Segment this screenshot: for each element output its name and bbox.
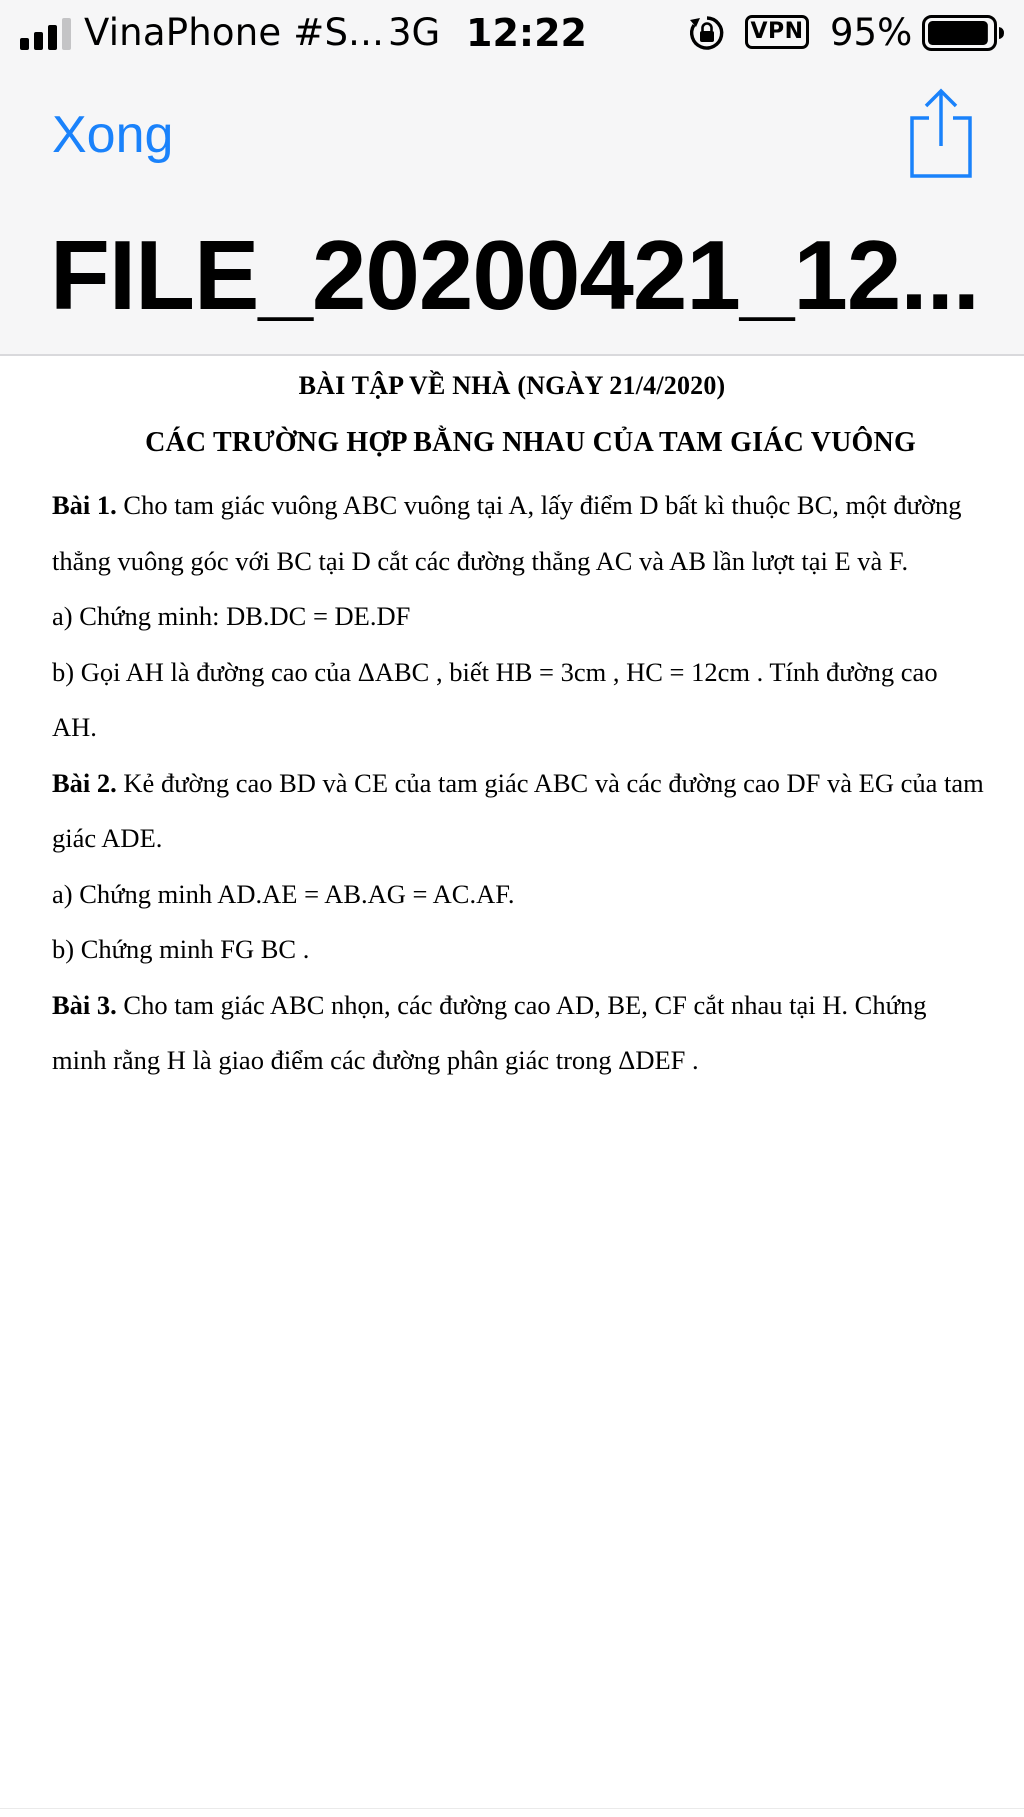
document-subtitle: CÁC TRƯỜNG HỢP BẰNG NHAU CỦA TAM GIÁC VUÔNG — [145, 427, 916, 458]
done-button[interactable]: Xong — [52, 106, 174, 164]
status-time: 12:22 — [466, 11, 587, 55]
problem-2 — [52, 756, 984, 867]
problem-1 — [52, 478, 984, 589]
problem-3 — [52, 978, 984, 1089]
battery-percent: 95% — [830, 11, 913, 54]
document-body — [52, 478, 984, 1089]
problem-2-text: Kẻ đường cao BD và CE của tam giác ABC và các đường cao DF và EG của tam giác ADE. — [52, 767, 984, 853]
document-title: BÀI TẬP VỀ NHÀ (NGÀY 21/4/2020) — [298, 371, 726, 400]
battery-icon — [922, 15, 1006, 51]
top-chrome — [0, 0, 1024, 356]
problem-2-label: Bài 2. — [52, 767, 117, 798]
signal-icon — [20, 18, 74, 50]
problem-1-part-b: b) Gọi AH là đường cao của ΔABC , biết HB = 3cm , HC = 12cm . Tính đường cao AH. — [52, 656, 938, 742]
share-icon[interactable] — [908, 88, 974, 180]
problem-3-label: Bài 3. — [52, 989, 117, 1020]
problem-2-part-a: a) Chứng minh AD.AE = AB.AG = AC.AF. — [52, 878, 515, 909]
problem-3-text: Cho tam giác ABC nhọn, các đường cao AD, BE, CF cắt nhau tại H. Chứng minh rằng H là giao điểm các đường phân giác trong ΔDEF . — [52, 989, 927, 1075]
status-bar — [0, 0, 1024, 66]
document-page[interactable] — [0, 358, 1024, 1808]
network-type: 3G — [388, 11, 441, 54]
problem-1-text: Cho tam giác vuông ABC vuông tại A, lấy điểm D bất kì thuộc BC, một đường thẳng vuông góc với BC tại D cắt các đường thẳng AC và AB lần lượt tại E và F. — [52, 490, 962, 576]
problem-1-label: Bài 1. — [52, 490, 117, 520]
vpn-icon: VPN — [745, 15, 809, 49]
bottom-edge — [0, 1808, 1024, 1817]
problem-2-part-b: b) Chứng minh FG BC . — [52, 934, 310, 964]
problem-1-part-a: a) Chứng minh: DB.DC = DE.DF — [52, 601, 411, 631]
file-title: FILE_20200421_12... — [50, 220, 980, 330]
rotation-lock-icon — [688, 14, 726, 52]
carrier-name: VinaPhone #S... — [84, 11, 385, 54]
